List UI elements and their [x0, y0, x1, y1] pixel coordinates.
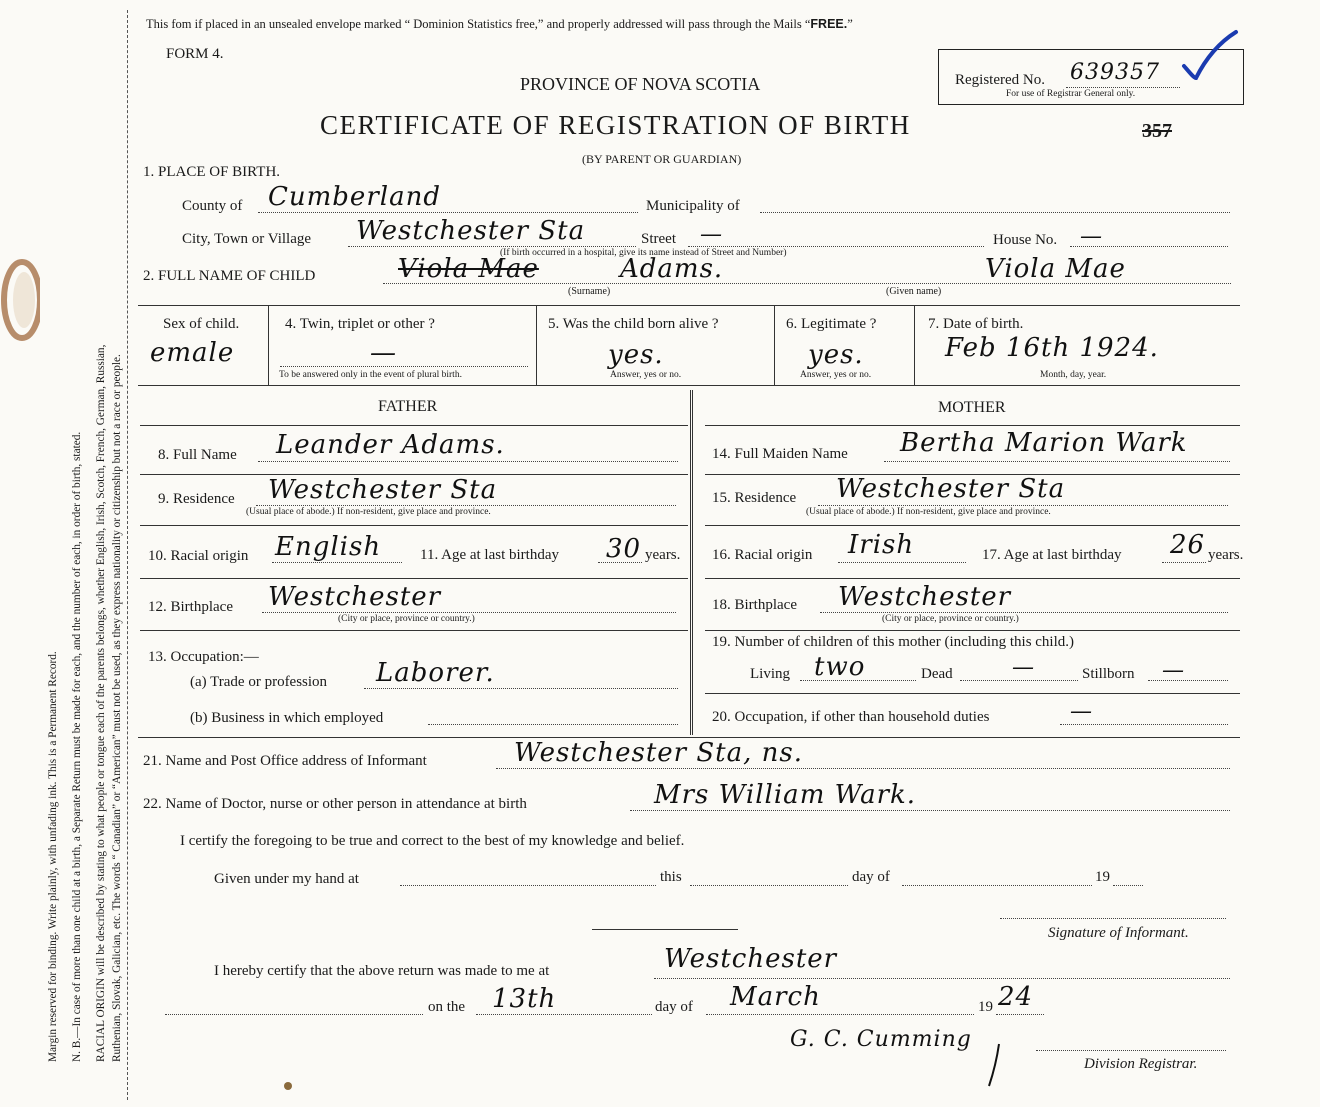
division-registrar-label: Division Registrar. [1084, 1056, 1198, 1072]
hospital-note: (If birth occurred in a hospital, give its name instead of Street and Number) [500, 248, 787, 258]
mother-residence-note: (Usual place of abode.) If non-resident, give place and province. [806, 507, 1051, 517]
father-birthplace-note: (City or place, province or country.) [338, 614, 475, 624]
legitimate-value: yes. [808, 340, 864, 370]
county-label: County of [182, 198, 243, 214]
county-value: Cumberland [268, 182, 441, 212]
signature-stroke [985, 1040, 1005, 1090]
mother-birthplace-label: 18. Birthplace [712, 597, 797, 613]
living-value: two [814, 652, 866, 682]
margin-note-4: Ruthenian, Slovak, Galician, etc. The words “ Canadian” or “American” must not be used, as they express nationality or citizenship but not a race or people. [111, 354, 123, 1062]
year-prefix: 19 [1095, 869, 1110, 885]
surname-caption: (Surname) [568, 286, 611, 297]
father-age-unit: years. [645, 547, 681, 563]
sex-label: Sex of child. [163, 316, 240, 332]
house-label: House No. [993, 232, 1058, 248]
father-trade-value: Laborer. [376, 658, 495, 688]
street-label: Street [641, 231, 676, 247]
given-under-label: Given under my hand at [214, 871, 359, 887]
mother-residence-value: Westchester Sta [836, 474, 1066, 504]
mother-children-label: 19. Number of children of this mother (including this child.) [712, 634, 1075, 650]
return-place: Westchester [664, 944, 838, 974]
street-value: — [700, 222, 723, 247]
dob-label: 7. Date of birth. [928, 316, 1024, 332]
ink-stain [0, 255, 40, 345]
corner-mark [284, 1082, 292, 1090]
father-occupation-label: 13. Occupation:— [148, 649, 259, 665]
father-age-label: 11. Age at last birthday [420, 547, 559, 563]
father-birthplace-label: 12. Birthplace [148, 599, 233, 615]
mother-name-label: 14. Full Maiden Name [712, 446, 848, 462]
child-name-struck: Viola Mae [398, 254, 539, 284]
mother-residence-label: 15. Residence [712, 490, 797, 506]
dob-note: Month, day, year. [1040, 370, 1107, 380]
dead-label: Dead [921, 666, 953, 682]
year-value: 24 [998, 982, 1034, 1012]
margin-note-1: Margin reserved for binding. Write plainly, with unfading ink. This is a Permanent Record. [47, 651, 59, 1062]
mother-age-value: 26 [1170, 530, 1206, 560]
month-value: March [730, 982, 821, 1012]
year-printed: 19 [978, 999, 993, 1015]
certificate-title: CERTIFICATE OF REGISTRATION OF BIRTH [320, 110, 911, 140]
informant-signature-label: Signature of Informant. [1048, 925, 1189, 941]
mother-birthplace-value: Westchester [838, 582, 1012, 612]
dead-value: — [1012, 655, 1035, 680]
father-heading: FATHER [378, 398, 438, 415]
binding-margin-line [127, 10, 128, 1100]
father-race-label: 10. Racial origin [148, 548, 249, 564]
twin-label: 4. Twin, triplet or other ? [285, 316, 435, 332]
alive-value: yes. [608, 340, 664, 370]
struck-number: 357 [1142, 120, 1172, 142]
margin-note-2: N. B.—In case of more than one child at a birth, a Separate Return must be made for each, and the number of each, in order of birth, stated. [71, 431, 83, 1062]
this-label: this [660, 869, 682, 885]
father-business-label: (b) Business in which employed [190, 710, 384, 726]
legitimate-note: Answer, yes or no. [800, 370, 872, 380]
sex-value: emale [150, 338, 235, 368]
doctor-value: Mrs William Wark. [654, 780, 917, 810]
city-value: Westchester Sta [356, 216, 586, 246]
day-of-label: day of [852, 869, 890, 885]
father-birthplace-value: Westchester [268, 582, 442, 612]
mother-occupation-label: 20. Occupation, if other than household duties [712, 709, 990, 725]
registrar-note: For use of Registrar General only. [1006, 89, 1136, 99]
house-value: — [1080, 224, 1103, 249]
father-residence-note: (Usual place of abode.) If non-resident, give place and province. [246, 507, 491, 517]
alive-label: 5. Was the child born alive ? [548, 316, 719, 332]
doctor-label: 22. Name of Doctor, nurse or other person in attendance at birth [143, 796, 527, 812]
checkmark-icon [1180, 28, 1240, 83]
registered-value: 639357 [1070, 60, 1160, 85]
twin-note: To be answered only in the event of plural birth. [279, 370, 462, 380]
mother-race-label: 16. Racial origin [712, 547, 813, 563]
mother-age-unit: years. [1208, 547, 1244, 563]
form-number: FORM 4. [166, 46, 224, 62]
father-residence-label: 9. Residence [158, 491, 235, 507]
father-age-value: 30 [606, 534, 642, 564]
certify-statement: I certify the foregoing to be true and correct to the best of my knowledge and belief. [180, 833, 685, 849]
child-name-label: 2. FULL NAME OF CHILD [143, 268, 316, 284]
province-heading: PROVINCE OF NOVA SCOTIA [520, 74, 761, 94]
city-label: City, Town or Village [182, 231, 312, 247]
mother-name-value: Bertha Marion Wark [900, 428, 1188, 458]
father-name-value: Leander Adams. [276, 430, 505, 460]
dob-value: Feb 16th 1924. [945, 333, 1159, 363]
return-statement: I hereby certify that the above return was made to me at [214, 963, 550, 979]
mother-race-value: Irish [848, 530, 915, 560]
stillborn-label: Stillborn [1082, 666, 1135, 682]
father-name-label: 8. Full Name [158, 447, 237, 463]
margin-note-3: RACIAL ORIGIN will be described by stating to what people or tongue each of the parents belongs, whether English, Irish, Scotch, French, German, Russian, [95, 344, 107, 1062]
registered-label: Registered No. [955, 72, 1045, 88]
on-the-label: on the [428, 999, 466, 1015]
alive-note: Answer, yes or no. [610, 370, 682, 380]
father-residence-value: Westchester Sta [268, 475, 498, 505]
informant-value: Westchester Sta, ns. [514, 738, 803, 768]
legitimate-label: 6. Legitimate ? [786, 316, 877, 332]
twin-value: — [370, 338, 397, 368]
given-name-caption: (Given name) [886, 286, 942, 297]
postal-note: This fom if placed in an unsealed envelope marked “ Dominion Statistics free,” and properly addressed will pass through the Mails “FREE.” [146, 17, 853, 31]
place-of-birth-heading: 1. PLACE OF BIRTH. [143, 164, 281, 180]
child-surname: Adams. [620, 254, 724, 284]
mother-occupation-value: — [1070, 699, 1093, 724]
father-race-value: English [275, 532, 382, 562]
certificate-subtitle: (BY PARENT OR GUARDIAN) [582, 152, 742, 166]
day-of-label-2: day of [655, 999, 693, 1015]
on-the-value: 13th [492, 984, 557, 1014]
mother-heading: MOTHER [938, 399, 1006, 416]
child-given-name: Viola Mae [985, 254, 1126, 284]
informant-label: 21. Name and Post Office address of Informant [143, 753, 427, 769]
mother-age-label: 17. Age at last birthday [982, 547, 1122, 563]
living-label: Living [750, 666, 790, 682]
mother-birthplace-note: (City or place, province or country.) [882, 614, 1019, 624]
stillborn-value: — [1162, 658, 1185, 683]
registrar-signature: G. C. Cumming [790, 1027, 972, 1052]
father-trade-label: (a) Trade or profession [190, 674, 328, 690]
municipality-label: Municipality of [646, 198, 740, 214]
